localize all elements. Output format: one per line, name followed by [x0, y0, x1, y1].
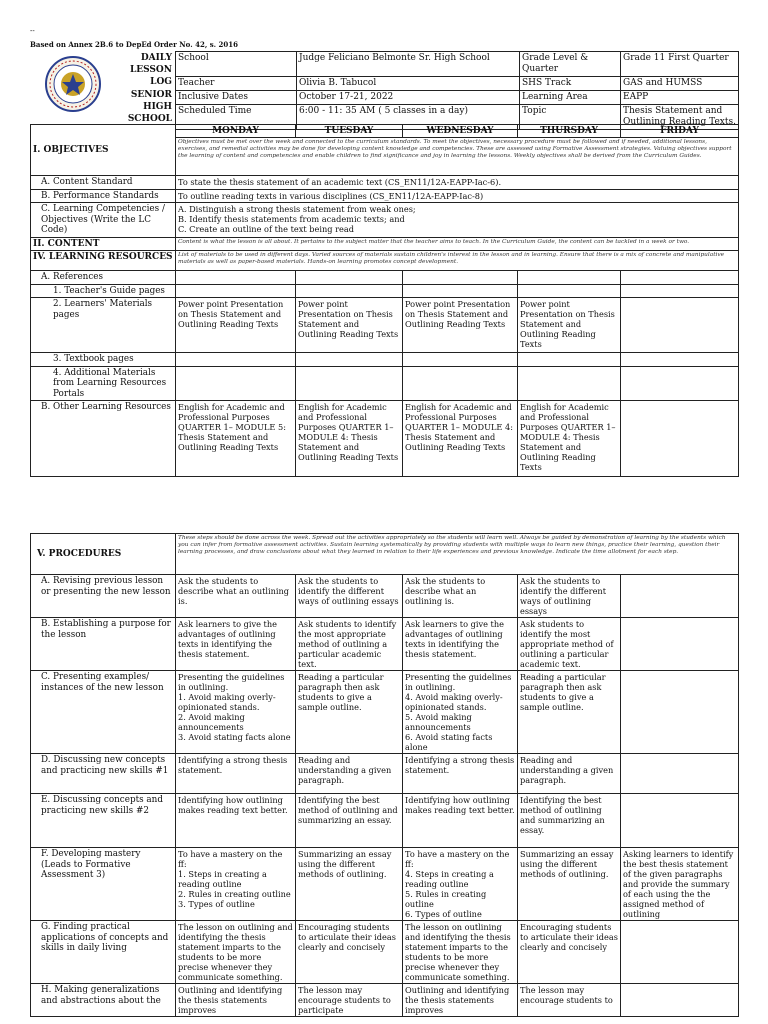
empty-cell	[518, 366, 621, 401]
empty-cell	[403, 284, 518, 298]
day-header-thursday: THURSDAY	[518, 125, 621, 138]
procedure-f-tuesday: Summarizing an essay using the different methods of outlining.	[296, 848, 403, 921]
procedure-c-wednesday: Presenting the guidelines in outlining. 4. Avoid making overly-opinionated stands. 5. Avoid making announcements 6. Avoid stating facts alone	[403, 671, 518, 754]
additional-materials-label: 4. Additional Materials from Learning Resources Portals	[31, 366, 176, 401]
content-standard-label: A. Content Standard	[31, 176, 176, 190]
top-mark: --	[30, 27, 35, 35]
procedure-h-label: H. Making generalizations and abstractions about the	[31, 984, 176, 1017]
learners-materials-label: 2. Learners' Materials pages	[31, 298, 176, 353]
topic-key: Topic	[520, 105, 621, 130]
dll-title-line: LOG	[150, 77, 172, 88]
day-header-tuesday: TUESDAY	[296, 125, 403, 138]
other-resources-label: B. Other Learning Resources	[31, 401, 176, 477]
learners-materials-tuesday: Power point Presentation on Thesis Statement and Outlining Reading Texts	[296, 298, 403, 353]
procedure-f-label: F. Developing mastery (Leads to Formative Assessment 3)	[31, 848, 176, 921]
day-header-friday: FRIDAY	[621, 125, 739, 138]
procedure-h-friday	[621, 984, 739, 1017]
procedure-g-label: G. Finding practical applications of concepts and skills in daily living	[31, 921, 176, 984]
procedure-a-label: A. Revising previous lesson or presenting the new lesson	[31, 575, 176, 618]
procedure-e-thursday: Identifying the best method of outlining and summarizing an essay.	[518, 794, 621, 848]
empty-cell	[403, 353, 518, 367]
empty-cell	[621, 271, 739, 285]
dll-title-line: DAILY	[140, 53, 172, 63]
time-value: 6:00 - 11: 35 AM ( 5 classes in a day)	[297, 105, 520, 130]
empty-cell	[403, 271, 518, 285]
other-resources-monday: English for Academic and Professional Purposes QUARTER 1– MODULE 5: Thesis Statement and Outlining Reading Texts	[176, 401, 296, 477]
learning-area-value: EAPP	[621, 91, 739, 105]
competency-item: A. Distinguish a strong thesis statement from weak ones;	[178, 204, 416, 215]
procedure-f-monday: To have a mastery on the ff: 1. Steps in creating a reading outline 2. Rules in creating outline 3. Types of outline	[176, 848, 296, 921]
annex-line: Based on Annex 2B.6 to DepEd Order No. 42, s. 2016	[30, 40, 238, 49]
textbook-pages-label: 3. Textbook pages	[31, 353, 176, 367]
topic-value: Thesis Statement and Outlining Reading Texts.	[621, 105, 739, 130]
procedures-note: These steps should be done across the week. Spread out the activities appropriately so the students will learn well. Always be guided by demonstration of learning by the students which you can infer from formative assessment activities. Sustain learning systematically by providing students with multiple ways to learn new things, practice their learning, question their learning processes, and draw conclusions about what they learned in relation to their life experiences and previous knowledge. Indicate the time allotment for each step.	[176, 534, 739, 575]
dll-title	[110, 52, 172, 125]
dll-title-line: LESSON	[129, 65, 172, 76]
other-resources-friday	[621, 401, 739, 477]
procedure-g-thursday: Encouraging students to articulate their ideas clearly and concisely	[518, 921, 621, 984]
school-value: Judge Feliciano Belmonte Sr. High School	[297, 52, 520, 77]
empty-cell	[518, 353, 621, 367]
procedure-d-friday	[621, 754, 739, 794]
empty-cell	[296, 353, 403, 367]
objectives-label: I. OBJECTIVES	[31, 125, 176, 176]
empty-cell	[621, 366, 739, 401]
deped-seal-logo	[45, 56, 101, 112]
empty-cell	[621, 353, 739, 367]
empty-cell	[176, 271, 296, 285]
teacher-value: Olivia B. Tabucol	[297, 77, 520, 91]
empty-cell	[176, 366, 296, 401]
school-key: School	[176, 52, 297, 77]
content-label: II. CONTENT	[31, 237, 176, 250]
lesson-table-part2	[30, 533, 739, 1017]
procedure-f-friday: Asking learners to identify the best thesis statement of the given paragraphs and provide the summary of each using the the assigned method of outlining	[621, 848, 739, 921]
dll-title-line: SCHOOL	[127, 114, 172, 125]
teacher-key: Teacher	[176, 77, 297, 91]
references-label: A. References	[31, 271, 176, 285]
empty-cell	[296, 284, 403, 298]
procedure-b-label: B. Establishing a purpose for the lesson	[31, 618, 176, 671]
empty-cell	[176, 284, 296, 298]
content-standard-value: To state the thesis statement of an academic text (CS_EN11/12A-EAPP-Iac-6).	[176, 176, 739, 190]
performance-standards-label: B. Performance Standards	[31, 189, 176, 203]
procedure-e-label: E. Discussing concepts and practicing new skills #2	[31, 794, 176, 848]
procedure-g-tuesday: Encouraging students to articulate their ideas clearly and concisely	[296, 921, 403, 984]
day-header-wednesday: WEDNESDAY	[403, 125, 518, 138]
learners-materials-thursday: Power point Presentation on Thesis Statement and Outlining Reading Texts	[518, 298, 621, 353]
empty-cell	[296, 366, 403, 401]
procedure-h-tuesday: The lesson may encourage students to participate	[296, 984, 403, 1017]
procedures-label: V. PROCEDURES	[31, 534, 176, 575]
procedure-c-tuesday: Reading a particular paragraph then ask students to give a sample outline.	[296, 671, 403, 754]
procedure-d-monday: Identifying a strong thesis statement.	[176, 754, 296, 794]
procedure-a-tuesday: Ask the students to identify the different ways of outlining essays	[296, 575, 403, 618]
performance-standards-value: To outline reading texts in various disciplines (CS_EN11/12A-EAPP-Iac-8)	[176, 189, 739, 203]
competencies-value	[176, 203, 739, 238]
procedure-f-thursday: Summarizing an essay using the different methods of outlining.	[518, 848, 621, 921]
procedure-b-tuesday: Ask students to identify the most appropriate method of outlining a particular academic text.	[296, 618, 403, 671]
dll-title-line: SENIOR HIGH	[130, 89, 172, 112]
procedure-f-wednesday: To have a mastery on the ff: 4. Steps in creating a reading outline 5. Rules in creating outline 6. Types of outline	[403, 848, 518, 921]
procedure-g-friday	[621, 921, 739, 984]
empty-cell	[518, 271, 621, 285]
time-key: Scheduled Time	[176, 105, 297, 130]
procedure-d-wednesday: Identifying a strong thesis statement.	[403, 754, 518, 794]
procedure-a-monday: Ask the students to describe what an outlining is.	[176, 575, 296, 618]
procedure-e-monday: Identifying how outlining makes reading text better.	[176, 794, 296, 848]
procedure-a-friday	[621, 575, 739, 618]
empty-cell	[621, 284, 739, 298]
header-info-table	[175, 51, 739, 130]
procedure-e-friday	[621, 794, 739, 848]
empty-cell	[403, 366, 518, 401]
procedure-b-thursday: Ask students to identify the most appropriate method of outlining a particular academic text.	[518, 618, 621, 671]
procedure-d-thursday: Reading and understanding a given paragraph.	[518, 754, 621, 794]
procedure-h-thursday: The lesson may encourage students to	[518, 984, 621, 1017]
procedure-b-wednesday: Ask learners to give the advantages of outlining texts in identifying the thesis statement.	[403, 618, 518, 671]
procedure-c-thursday: Reading a particular paragraph then ask students to give a sample outline.	[518, 671, 621, 754]
shs-track-key: SHS Track	[520, 77, 621, 91]
procedure-g-monday: The lesson on outlining and identifying the thesis statement imparts to the students to be more precise whenever they communicate something.	[176, 921, 296, 984]
other-resources-wednesday: English for Academic and Professional Purposes QUARTER 1– MODULE 4: Thesis Statement and Outlining Reading Texts	[403, 401, 518, 477]
procedure-g-wednesday: The lesson on outlining and identifying the thesis statement imparts to the students to be more precise whenever they communicate something.	[403, 921, 518, 984]
competency-item: C. Create an outline of the text being read	[178, 224, 354, 235]
procedure-d-label: D. Discussing new concepts and practicing new skills #1	[31, 754, 176, 794]
procedure-c-label: C. Presenting examples/ instances of the new lesson	[31, 671, 176, 754]
grade-level-key: Grade Level & Quarter	[520, 52, 621, 77]
empty-cell	[296, 271, 403, 285]
competencies-label: C. Learning Competencies / Objectives (Write the LC Code)	[31, 203, 176, 238]
objectives-note: Objectives must be met over the week and connected to the curriculum standards. To meet the objectives, necessary procedure must be followed and if needed, additional lessons, exercises, and remedial activities may be done for developing content knowledge and competencies. These are assessed using Formative Assessment strategies. Valuing objectives support the learning of content and competencies and enable children to find significance and joy in learning the lessons. Weekly objectives shall be derived from the Curriculum Guides.	[176, 138, 739, 176]
procedure-a-wednesday: Ask the students to describe what an outlining is.	[403, 575, 518, 618]
dates-key: Inclusive Dates	[176, 91, 297, 105]
learners-materials-wednesday: Power point Presentation on Thesis Statement and Outlining Reading Texts	[403, 298, 518, 353]
empty-cell	[176, 353, 296, 367]
other-resources-thursday: English for Academic and Professional Purposes QUARTER 1– MODULE 4: Thesis Statement and Outlining Reading Texts	[518, 401, 621, 477]
procedure-h-wednesday: Outlining and identifying the thesis statements improves	[403, 984, 518, 1017]
competency-item: B. Identify thesis statements from academic texts; and	[178, 214, 405, 225]
procedure-b-monday: Ask learners to give the advantages of outlining texts in identifying the thesis statement.	[176, 618, 296, 671]
shs-track-value: GAS and HUMSS	[621, 77, 739, 91]
procedure-b-friday	[621, 618, 739, 671]
procedure-e-tuesday: Identifying the best method of outlining and summarizing an essay.	[296, 794, 403, 848]
procedure-h-monday: Outlining and identifying the thesis statements improves	[176, 984, 296, 1017]
procedure-c-friday	[621, 671, 739, 754]
procedure-e-wednesday: Identifying how outlining makes reading text better.	[403, 794, 518, 848]
procedure-c-monday: Presenting the guidelines in outlining. 1. Avoid making overly-opinionated stands. 2. Avoid making announcements 3. Avoid stating facts alone	[176, 671, 296, 754]
teachers-guide-label: 1. Teacher's Guide pages	[31, 284, 176, 298]
other-resources-tuesday: English for Academic and Professional Purposes QUARTER 1– MODULE 4: Thesis Statement and Outlining Reading Texts	[296, 401, 403, 477]
learners-materials-friday	[621, 298, 739, 353]
empty-cell	[518, 284, 621, 298]
content-note: Content is what the lesson is all about. It pertains to the subject matter that the teacher aims to teach. In the Curriculum Guide, the content can be tackled in a week or two.	[176, 237, 739, 250]
grade-level-value: Grade 11 First Quarter	[621, 52, 739, 77]
dates-value: October 17-21, 2022	[297, 91, 520, 105]
learning-area-key: Learning Area	[520, 91, 621, 105]
day-header-monday: MONDAY	[176, 125, 296, 138]
procedure-d-tuesday: Reading and understanding a given paragraph.	[296, 754, 403, 794]
learners-materials-monday: Power point Presentation on Thesis Statement and Outlining Reading Texts	[176, 298, 296, 353]
learning-resources-label: IV. LEARNING RESOURCES	[31, 251, 176, 271]
lesson-table-part1	[30, 124, 739, 477]
learning-resources-note: List of materials to be used in different days. Varied sources of materials sustain children's interest in the lesson and in learning. Ensure that there is a mix of concrete and manipulative materials as well as paper-based materials. Hands-on learning promotes concept development.	[176, 251, 739, 271]
procedure-a-thursday: Ask the students to identify the different ways of outlining essays	[518, 575, 621, 618]
